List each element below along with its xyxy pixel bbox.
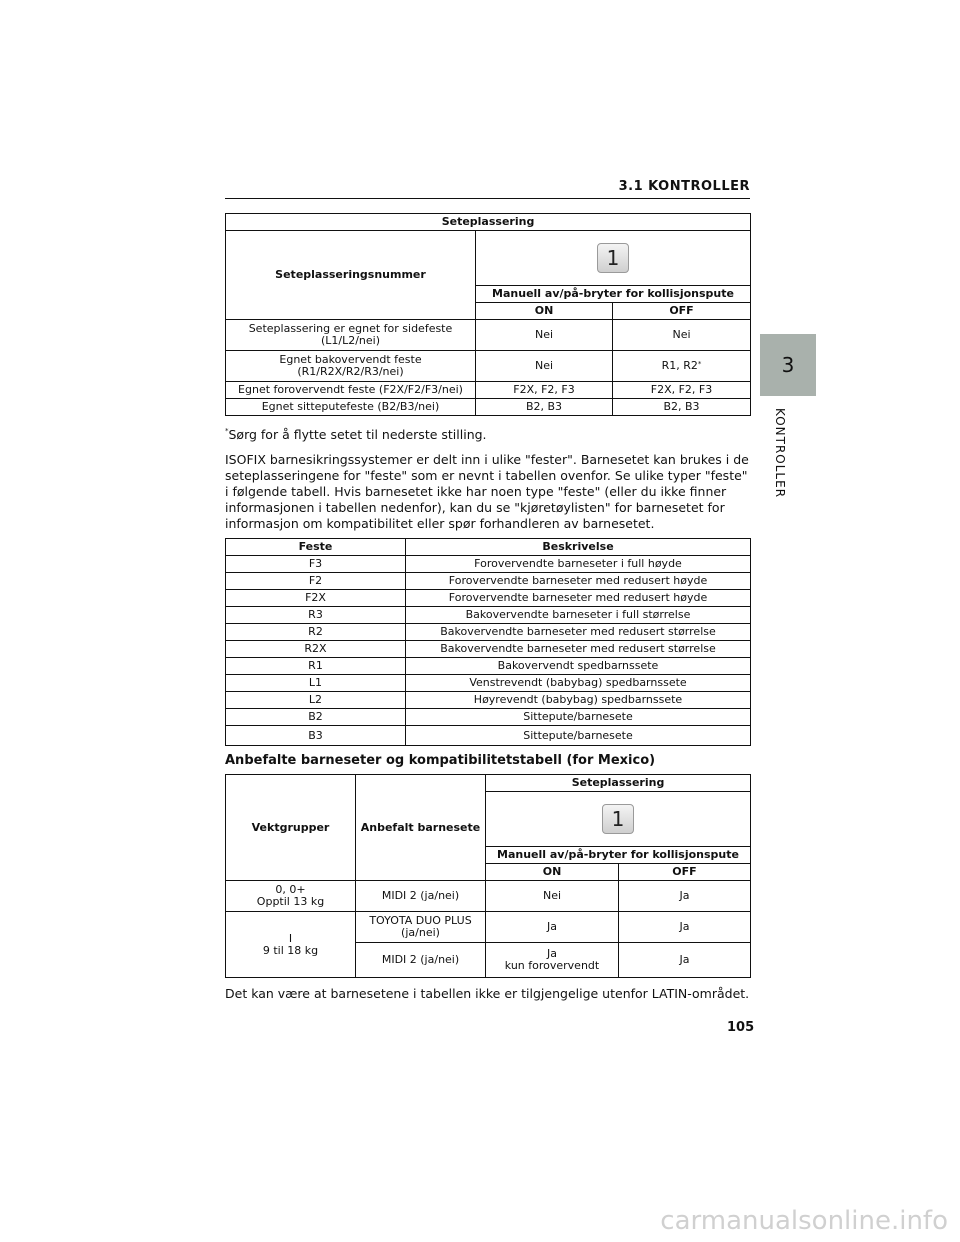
on-value: B2, B3 bbox=[476, 399, 613, 416]
header-rule bbox=[225, 198, 750, 199]
row-label: Egnet forovervendt feste (F2X/F2/F3/nei) bbox=[226, 382, 476, 399]
isofix-paragraph: ISOFIX barnesikringssystemer er delt inn i ulike "fester". Barnesetet kan brukes i de seteplasseringene for "feste" som er nevnt i tabellen ovenfor. Se ulike typer "feste" i følgende tabell. Hvis barnesetet ikke har noen type "feste" (eller du ikke finner informasjonen i tabellen nedenfor), kan du se "kjøretøylisten" for barnesetet for informasjon om kompatibilitet eller spør forhandleren av barnesetet. bbox=[225, 452, 749, 531]
on-value: Ja bbox=[547, 947, 557, 960]
seat-icon-cell bbox=[486, 792, 751, 847]
on-header: ON bbox=[486, 864, 619, 881]
row-label-sub: (L1/L2/nei) bbox=[320, 334, 381, 347]
off-value: R1, R2 bbox=[661, 359, 698, 372]
seat-model: MIDI 2 (ja/nei) bbox=[356, 943, 486, 978]
attachment-table bbox=[225, 538, 751, 746]
table-row bbox=[226, 624, 751, 641]
recommended-seats-table bbox=[225, 774, 751, 978]
off-value: Ja bbox=[619, 912, 751, 943]
footnote-text: Sørg for å flytte setet til nederste stilling. bbox=[228, 427, 487, 442]
attachment-description: Sittepute/barnesete bbox=[406, 709, 751, 726]
on-value: Nei bbox=[476, 351, 613, 382]
off-value: Ja bbox=[619, 881, 751, 912]
table-row bbox=[226, 382, 751, 399]
table-row bbox=[226, 320, 751, 351]
table-title: Seteplassering bbox=[226, 214, 751, 231]
closing-note: Det kan være at barnesetene i tabellen ikke er tilgjengelige utenfor LATIN-området. bbox=[225, 986, 750, 1001]
chapter-label: KONTROLLER bbox=[773, 408, 787, 499]
weight-group: I bbox=[288, 931, 293, 945]
attachment-description: Høyrevendt (babybag) spedbarnssete bbox=[406, 692, 751, 709]
on-value: Ja bbox=[486, 912, 619, 943]
switch-header: Manuell av/på-bryter for kollisjonspute bbox=[476, 286, 751, 303]
chapter-number: 3 bbox=[781, 353, 795, 377]
row-label: Seteplassering er egnet for sidefeste bbox=[248, 322, 453, 335]
on-header: ON bbox=[476, 303, 613, 320]
chapter-tab bbox=[760, 334, 816, 396]
section-header: 3.1 KONTROLLER bbox=[618, 179, 750, 194]
seat-number-icon: 1 bbox=[597, 243, 629, 273]
attachment-code: L1 bbox=[226, 675, 406, 692]
on-value: Nei bbox=[486, 881, 619, 912]
attachment-description: Forovervendte barneseter i full høyde bbox=[406, 556, 751, 573]
attachment-description: Bakovervendte barneseter med redusert størrelse bbox=[406, 624, 751, 641]
attachment-code: R1 bbox=[226, 658, 406, 675]
attachment-description: Forovervendte barneseter med redusert høyde bbox=[406, 590, 751, 607]
attachment-code: R2X bbox=[226, 641, 406, 658]
description-header: Beskrivelse bbox=[406, 539, 751, 556]
table-row bbox=[226, 658, 751, 675]
weight-range: 9 til 18 kg bbox=[262, 943, 319, 957]
recommended-seat-header: Anbefalt barnesete bbox=[356, 775, 486, 881]
table-row bbox=[226, 399, 751, 416]
attachment-description: Bakovervendte barneseter med redusert størrelse bbox=[406, 641, 751, 658]
attachment-description: Bakovervendte barneseter i full størrelse bbox=[406, 607, 751, 624]
footnote-mark: * bbox=[697, 360, 702, 368]
attachment-code: R3 bbox=[226, 607, 406, 624]
attachment-code: F3 bbox=[226, 556, 406, 573]
attachment-code: L2 bbox=[226, 692, 406, 709]
attachment-code: B2 bbox=[226, 709, 406, 726]
table-title: Seteplassering bbox=[486, 775, 751, 792]
footnote bbox=[225, 427, 750, 443]
off-value: F2X, F2, F3 bbox=[613, 382, 751, 399]
attachment-code: F2X bbox=[226, 590, 406, 607]
table-row bbox=[226, 607, 751, 624]
table-row bbox=[226, 912, 751, 943]
page-number: 105 bbox=[727, 1020, 755, 1035]
row-label: Egnet sitteputefeste (B2/B3/nei) bbox=[226, 399, 476, 416]
attachment-code: B3 bbox=[226, 726, 406, 746]
row-header: Seteplasseringsnummer bbox=[226, 231, 476, 320]
off-value: Nei bbox=[613, 320, 751, 351]
weight-range: Opptil 13 kg bbox=[256, 895, 325, 908]
attachment-description: Sittepute/barnesete bbox=[406, 726, 751, 746]
table-row bbox=[226, 351, 751, 382]
on-value-note: kun forovervendt bbox=[504, 959, 600, 972]
section-heading: Anbefalte barneseter og kompatibilitetstabell (for Mexico) bbox=[225, 753, 656, 768]
table-row bbox=[226, 641, 751, 658]
table-row bbox=[226, 692, 751, 709]
on-value: F2X, F2, F3 bbox=[476, 382, 613, 399]
off-header: OFF bbox=[619, 864, 751, 881]
switch-header: Manuell av/på-bryter for kollisjonspute bbox=[486, 847, 751, 864]
table-row bbox=[226, 590, 751, 607]
off-header: OFF bbox=[613, 303, 751, 320]
attachment-description: Forovervendte barneseter med redusert høyde bbox=[406, 573, 751, 590]
seat-icon-cell bbox=[476, 231, 751, 286]
table-row bbox=[226, 881, 751, 912]
attachment-description: Bakovervendt spedbarnssete bbox=[406, 658, 751, 675]
table-row bbox=[226, 709, 751, 726]
footnote-mark: * bbox=[225, 427, 229, 435]
watermark: carmanualsonline.info bbox=[660, 1206, 948, 1236]
off-value-cell bbox=[613, 351, 751, 382]
row-label: Egnet bakovervendt feste bbox=[279, 353, 422, 366]
on-value: Nei bbox=[476, 320, 613, 351]
attachment-description: Venstrevendt (babybag) spedbarnssete bbox=[406, 675, 751, 692]
off-value: B2, B3 bbox=[613, 399, 751, 416]
table-row bbox=[226, 675, 751, 692]
table-row bbox=[226, 573, 751, 590]
seat-position-table bbox=[225, 213, 751, 416]
weight-group-header: Vektgrupper bbox=[226, 775, 356, 881]
row-label-sub: (R1/R2X/R2/R3/nei) bbox=[297, 365, 404, 378]
table-row bbox=[226, 556, 751, 573]
attachment-code: R2 bbox=[226, 624, 406, 641]
table-row bbox=[226, 726, 751, 746]
weight-group: 0, 0+ bbox=[275, 883, 306, 896]
attachment-code: F2 bbox=[226, 573, 406, 590]
seat-model: TOYOTA DUO PLUS bbox=[369, 914, 472, 927]
off-value: Ja bbox=[619, 943, 751, 978]
attachment-header: Feste bbox=[226, 539, 406, 556]
seat-model: MIDI 2 (ja/nei) bbox=[356, 881, 486, 912]
seat-model-sub: (ja/nei) bbox=[401, 926, 440, 939]
seat-number-icon: 1 bbox=[602, 804, 634, 834]
